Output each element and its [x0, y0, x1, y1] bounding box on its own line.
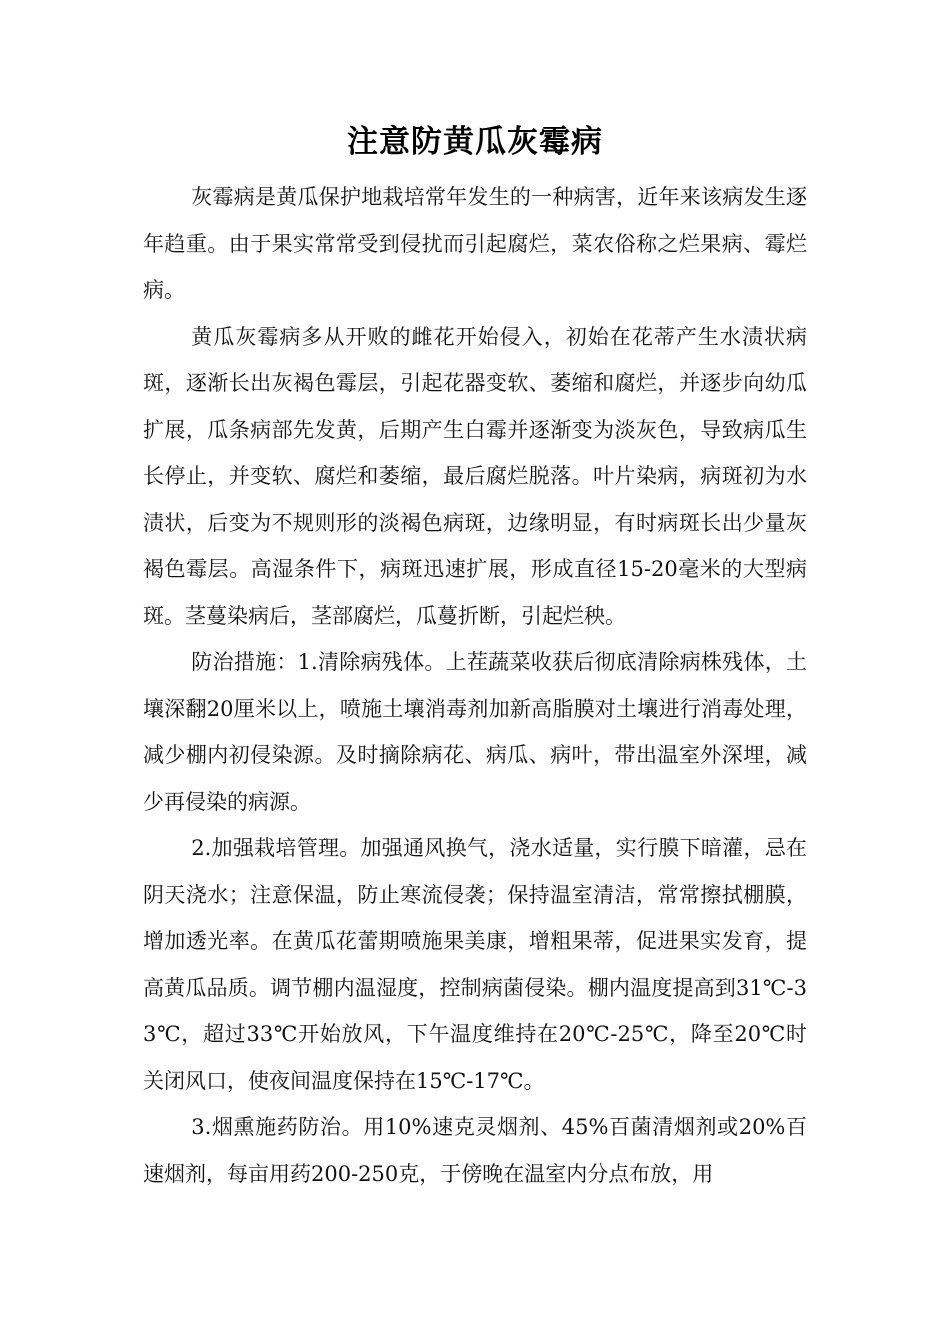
document-title: 注意防黄瓜灰霉病	[347, 124, 603, 160]
paragraph-control-2: 2.加强栽培管理。加强通风换气，浇水适量，实行膜下暗灌，忌在阴天浇水；注意保温，防止寒流侵袭；保持温室清洁，常常擦拭棚膜，增加透光率。在黄瓜花蕾期喷施果美康，增粗果蒂，促进果实发育，提高黄瓜品质。调节棚内温湿度，控制病菌侵染。棚内温度提高到31℃-33℃，超过33℃开始放风，下午温度维持在20℃-25℃，降至20℃时关闭风口，使夜间温度保持在15℃-17℃。	[143, 836, 807, 1093]
paragraph-intro: 灰霉病是黄瓜保护地栽培常年发生的一种病害，近年来该病发生逐年趋重。由于果实常常受到侵扰而引起腐烂，菜农俗称之烂果病、霉烂病。	[143, 185, 807, 302]
paragraph-control-3: 3.烟熏施药防治。用10%速克灵烟剂、45%百菌清烟剂或20%百速烟剂，每亩用药200-250克，于傍晚在温室内分点布放，用	[143, 1115, 807, 1186]
paragraph-symptoms: 黄瓜灰霉病多从开败的雌花开始侵入，初始在花蒂产生水渍状病斑，逐渐长出灰褐色霉层，引起花器变软、萎缩和腐烂，并逐步向幼瓜扩展，瓜条病部先发黄，后期产生白霉并逐渐变为淡灰色，导致病瓜生长停止，并变软、腐烂和萎缩，最后腐烂脱落。叶片染病，病斑初为水渍状，后变为不规则形的淡褐色病斑，边缘明显，有时病斑长出少量灰褐色霉层。高湿条件下，病斑迅速扩展，形成直径15-20毫米的大型病斑。茎蔓染病后，茎部腐烂，瓜蔓折断，引起烂秧。	[143, 324, 807, 628]
paragraph-control-1: 防治措施：1.清除病残体。上茬蔬菜收获后彻底清除病株残体，土壤深翻20厘米以上，喷施土壤消毒剂加新高脂膜对土壤进行消毒处理，减少棚内初侵染源。及时摘除病花、病瓜、病叶，带出温室外深埋，减少再侵染的病源。	[143, 650, 807, 814]
